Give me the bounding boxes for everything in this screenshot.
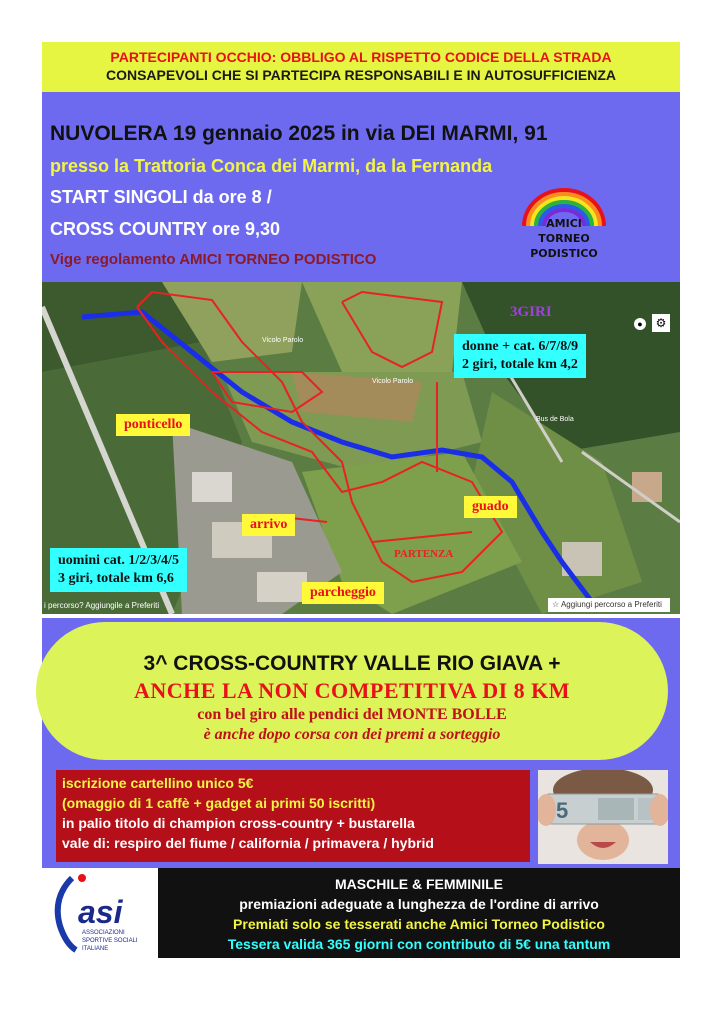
logo-line-3: PODISTICO [530,247,598,260]
race-prizes-note: è anche dopo corsa con dei premi a sorteggio [203,726,501,743]
women-line-1: donne + cat. 6/7/8/9 [462,339,579,354]
awards-ordering: premiazioni adeguate a lunghezza de l'ordine di arrivo [239,896,599,912]
registration-title: in palio titolo di champion cross-country + bustarella [62,815,415,831]
gear-icon[interactable]: ⚙ [652,314,670,332]
map-dot-icon[interactable]: ● [634,318,646,330]
registration-gift: (omaggio di 1 caffè + gadget ai primi 50 iscritti) [62,795,376,811]
asi-name: asi [78,894,123,930]
warning-banner [42,42,680,92]
awards-panel [158,868,680,958]
registration-box [56,770,530,862]
registration-categories: vale di: respiro del fiume / california / primavera / hybrid [62,835,434,851]
event-title: NUVOLERA 19 gennaio 2025 in via DEI MARMI, 91 [50,122,548,145]
race-route-note: con bel giro alle pendici del MONTE BOLLE [197,706,507,723]
cross-country-time: CROSS COUNTRY ore 9,30 [50,219,281,239]
logo-line-2: TORNEO [538,232,590,245]
men-line-2: 3 giri, totale km 6,6 [58,571,174,586]
women-line-2: 2 giri, totale km 4,2 [462,357,578,372]
ponticello-label: ponticello [116,414,190,436]
race-title: 3^ CROSS-COUNTRY VALLE RIO GIAVA + [143,652,561,675]
road-label-3: Bus de Bola [536,416,574,423]
asi-sub-2: SPORTIVE SOCIALI [82,938,138,944]
map-footer-text: i percorso? Aggiungile a Preferiti [44,601,160,610]
course-map [42,282,680,614]
men-route-box [50,548,187,592]
partenza-label: PARTENZA [394,548,454,560]
asi-sub-1: ASSOCIAZIONI [82,930,125,936]
warning-line-2: CONSAPEVOLI CHE SI PARTECIPA RESPONSABILI E IN AUTOSUFFICIENZA [105,67,616,83]
start-time: START SINGOLI da ore 8 / [50,187,272,207]
guado-label: guado [464,496,517,518]
awards-gender: MASCHILE & FEMMINILE [335,876,503,892]
amici-torneo-logo [514,186,614,270]
banknote-photo [538,770,668,864]
event-venue: presso la Trattoria Conca dei Marmi, da la Fernanda [50,156,493,176]
asi-logo [42,868,158,958]
membership-card-note: Tessera valida 365 giorni con contributo di 5€ una tantum [227,936,611,952]
men-line-1: uomini cat. 1/2/3/4/5 [58,553,179,568]
women-route-box [454,334,586,378]
road-label-2: Vicolo Parolo [372,378,414,385]
race-oval [36,622,668,760]
arrivo-label: arrivo [242,514,295,536]
rules-note: Vige regolamento AMICI TORNEO PODISTICO [50,251,377,268]
asi-logo-image [42,868,158,958]
registration-fee: iscrizione cartellino unico 5€ [62,775,254,791]
parcheggio-label: parcheggio [302,582,384,604]
star-icon: ☆ [552,600,560,609]
logo-line-1: AMICI [546,217,582,230]
add-route-label: Aggiungi percorso a Preferiti [560,600,662,609]
add-route-button[interactable] [548,598,670,612]
race-noncompetitive: ANCHE LA NON COMPETITIVA DI 8 KM [133,678,571,703]
giri-label: 3GIRI [510,304,552,320]
warning-line-1: PARTECIPANTI OCCHIO: OBBLIGO AL RISPETTO CODICE DELLA STRADA [110,49,612,65]
road-label-1: Vicolo Parolo [262,337,304,344]
svg-text:5: 5 [556,798,569,823]
banknote-image [538,770,668,864]
awards-membership-note: Premiati solo se tesserati anche Amici Torneo Podistico [233,916,605,932]
asi-sub-3: ITALIANE [82,946,109,952]
